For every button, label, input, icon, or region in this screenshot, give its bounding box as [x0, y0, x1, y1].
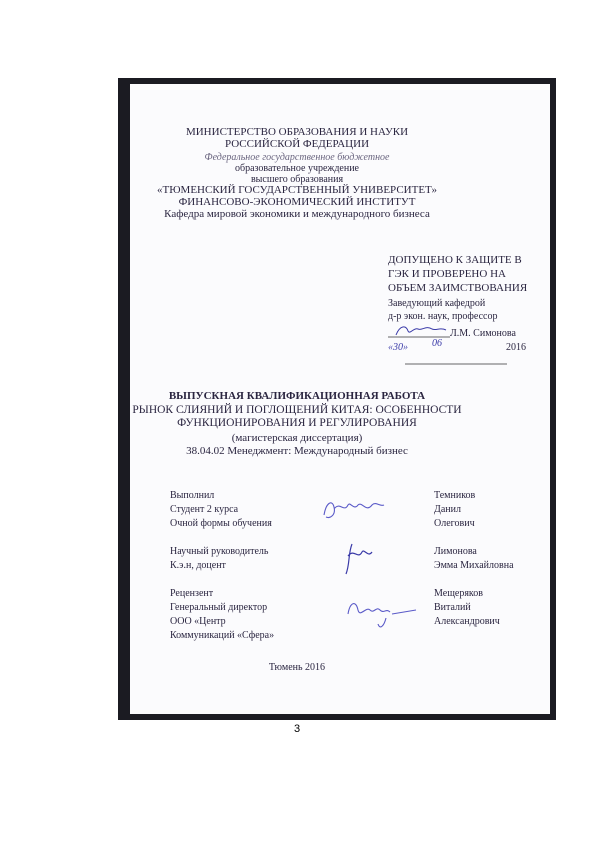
date-underline — [405, 352, 507, 370]
reviewer-role-4: Коммуникаций «Сфера» — [170, 630, 275, 641]
thesis-title-line-1: РЫНОК СЛИЯНИЙ И ПОГЛОЩЕНИЙ КИТАЯ: ОСОБЕННОСТИ — [132, 404, 462, 416]
thesis-title-line-2: ФУНКЦИОНИРОВАНИЯ И РЕГУЛИРОВАНИЯ — [177, 417, 417, 429]
supervisor-name: Эмма Михайловна — [434, 560, 514, 571]
city-year: Тюмень 2016 — [268, 662, 326, 673]
head-of-department-label: Заведующий кафедрой — [388, 298, 486, 309]
reviewer-first-name: Виталий — [434, 602, 471, 613]
institute-name: ФИНАНСОВО-ЭКОНОМИЧЕСКИЙ ИНСТИТУТ — [178, 196, 416, 208]
date-year: 2016 — [506, 342, 526, 353]
approval-line-1: ДОПУЩЕНО К ЗАЩИТЕ В — [388, 254, 522, 266]
approval-line-2: ГЭК И ПРОВЕРЕНО НА — [388, 268, 506, 280]
reviewer-role-3: ООО «Центр — [170, 616, 226, 627]
author-role-3: Очной формы обучения — [170, 518, 272, 529]
head-of-department-name: Л.М. Симонова — [450, 328, 516, 339]
institution-type-line-2: образовательное учреждение — [234, 163, 359, 174]
date-day: «30» — [388, 342, 408, 353]
reviewer-surname: Мещеряков — [434, 588, 484, 599]
reviewer-role-1: Рецензент — [170, 588, 214, 599]
ministry-line: МИНИСТЕРСТВО ОБРАЗОВАНИЯ И НАУКИ — [185, 126, 409, 138]
university-name: «ТЮМЕНСКИЙ ГОСУДАРСТВЕННЫЙ УНИВЕРСИТЕТ» — [157, 184, 437, 196]
supervisor-signature-icon — [338, 538, 378, 583]
supervisor-surname: Лимонова — [434, 546, 477, 557]
author-role-2: Студент 2 курса — [170, 504, 239, 515]
education-level-line: высшего образования — [250, 174, 344, 185]
author-surname: Темников — [434, 490, 476, 501]
supervisor-role-1: Научный руководитель — [170, 546, 269, 557]
author-role-1: Выполнил — [170, 490, 215, 501]
author-first-name: Данил — [434, 504, 461, 515]
work-type-title: ВЫПУСКНАЯ КВАЛИФИКАЦИОННАЯ РАБОТА — [168, 390, 426, 402]
department-name: Кафедра мировой экономики и международного бизнеса — [164, 208, 430, 220]
specialty-code: 38.04.02 Менеджмент: Международный бизнес — [186, 445, 408, 457]
thesis-type: (магистерская диссертация) — [231, 432, 363, 444]
author-signature-icon — [318, 495, 388, 530]
author-patronymic: Олегович — [434, 518, 475, 529]
federation-line: РОССИЙСКОЙ ФЕДЕРАЦИИ — [224, 138, 370, 150]
institution-type-line: Федеральное государственное бюджетное — [204, 152, 390, 163]
date-month: 06 — [432, 338, 442, 349]
page-number: 3 — [293, 723, 301, 735]
approval-line-3: ОБЪЕМ ЗАИМСТВОВАНИЯ — [388, 282, 528, 294]
supervisor-role-2: К.э.н, доцент — [170, 560, 226, 571]
reviewer-role-2: Генеральный директор — [170, 602, 268, 613]
reviewer-signature-icon — [340, 592, 420, 637]
degree-label: д-р экон. наук, профессор — [388, 311, 498, 322]
reviewer-patronymic: Александрович — [434, 616, 500, 627]
